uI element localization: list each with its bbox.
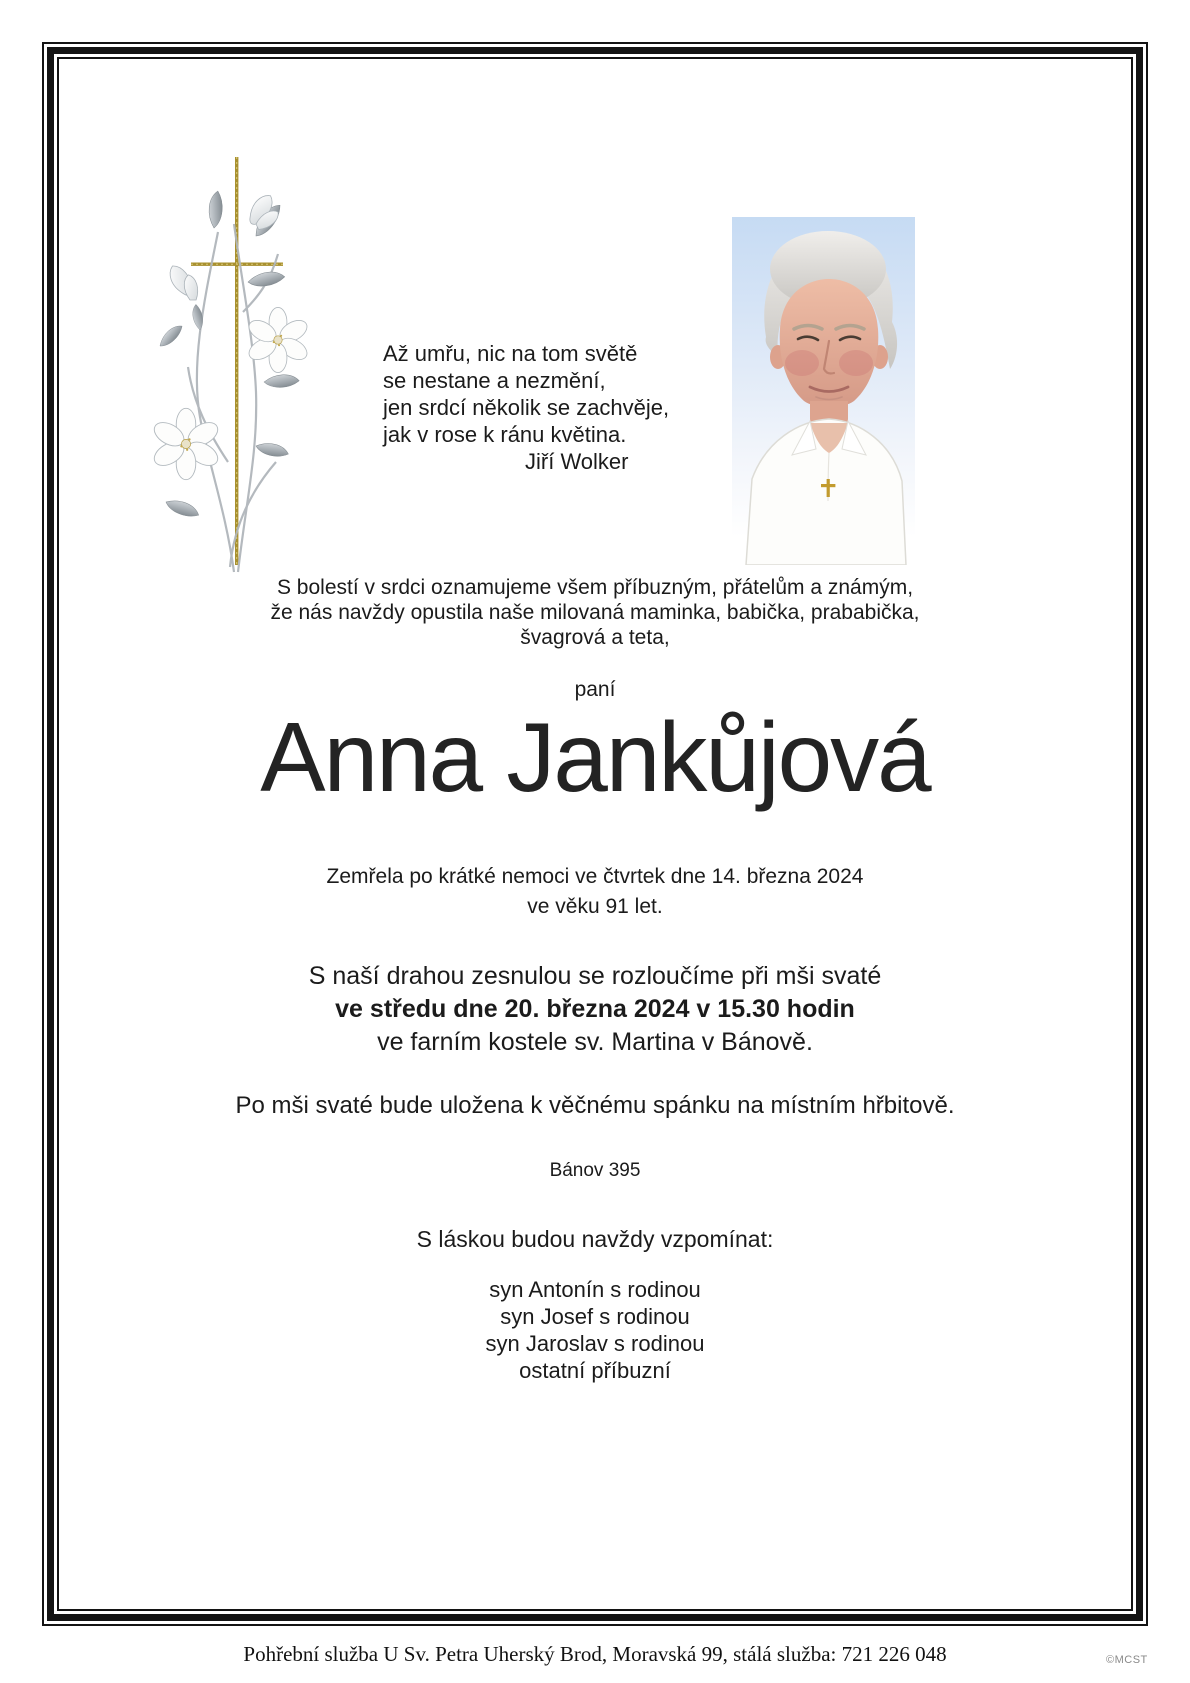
honorific: paní [574,678,616,701]
poem-line: jak v rose k ránu květina. [383,422,627,447]
mourners-list [63,1276,1127,1384]
mourner-item: syn Josef s rodinou [500,1304,690,1329]
poem-line: Až umřu, nic na tom světě [383,341,638,366]
mourner-item: ostatní příbuzní [519,1358,671,1383]
address-text: Bánov 395 [549,1160,641,1181]
remembrance-intro: S láskou budou navždy vzpomínat: [416,1226,774,1252]
poem-author: Jiří Wolker [525,449,629,474]
poem-line: se nestane a nezmění, [383,368,606,393]
death-date-text: Zemřela po krátké nemoci ve čtvrtek dne 14. března 2024 [326,865,864,888]
funeral-datetime-text: ve středu dne 20. března 2024 v 15.30 hodin [335,995,855,1023]
flower-icon [245,307,310,372]
funeral-church-text: ve farním kostele sv. Martina v Bánově. [377,1028,813,1056]
announcement-line: S bolestí v srdci oznamujeme všem příbuzným, přátelům a známým, [276,576,914,599]
age-text: ve věku 91 let. [527,895,663,918]
death-info [63,862,1127,922]
watermark: ©MCST [1106,1654,1148,1666]
deceased-name: Anna Jankůjová [260,702,930,812]
announcement-line: švagrová a teta, [520,626,670,649]
poem-line: jen srdcí několik se zachvěje, [383,395,670,420]
mourner-item: syn Jaroslav s rodinou [485,1331,705,1356]
portrait-photo [732,217,915,565]
announcement-text [63,575,1127,650]
funeral-home-footer: Pohřební služba U Sv. Petra Uherský Brod, Moravská 99, stálá služba: 721 226 048 [243,1642,947,1666]
burial-text: Po mši svaté bude uložena k věčnému spánku na místním hřbitově. [235,1092,955,1119]
announcement-line: že nás navždy opustila naše milovaná maminka, babička, prababička, [270,601,920,624]
poem [383,340,669,475]
funeral-ceremony-text: S naší drahou zesnulou se rozloučíme při mši svaté [308,962,882,990]
mourner-item: syn Antonín s rodinou [489,1277,701,1302]
gold-cross-flowers-icon [138,132,333,577]
funeral-info [63,960,1127,1059]
